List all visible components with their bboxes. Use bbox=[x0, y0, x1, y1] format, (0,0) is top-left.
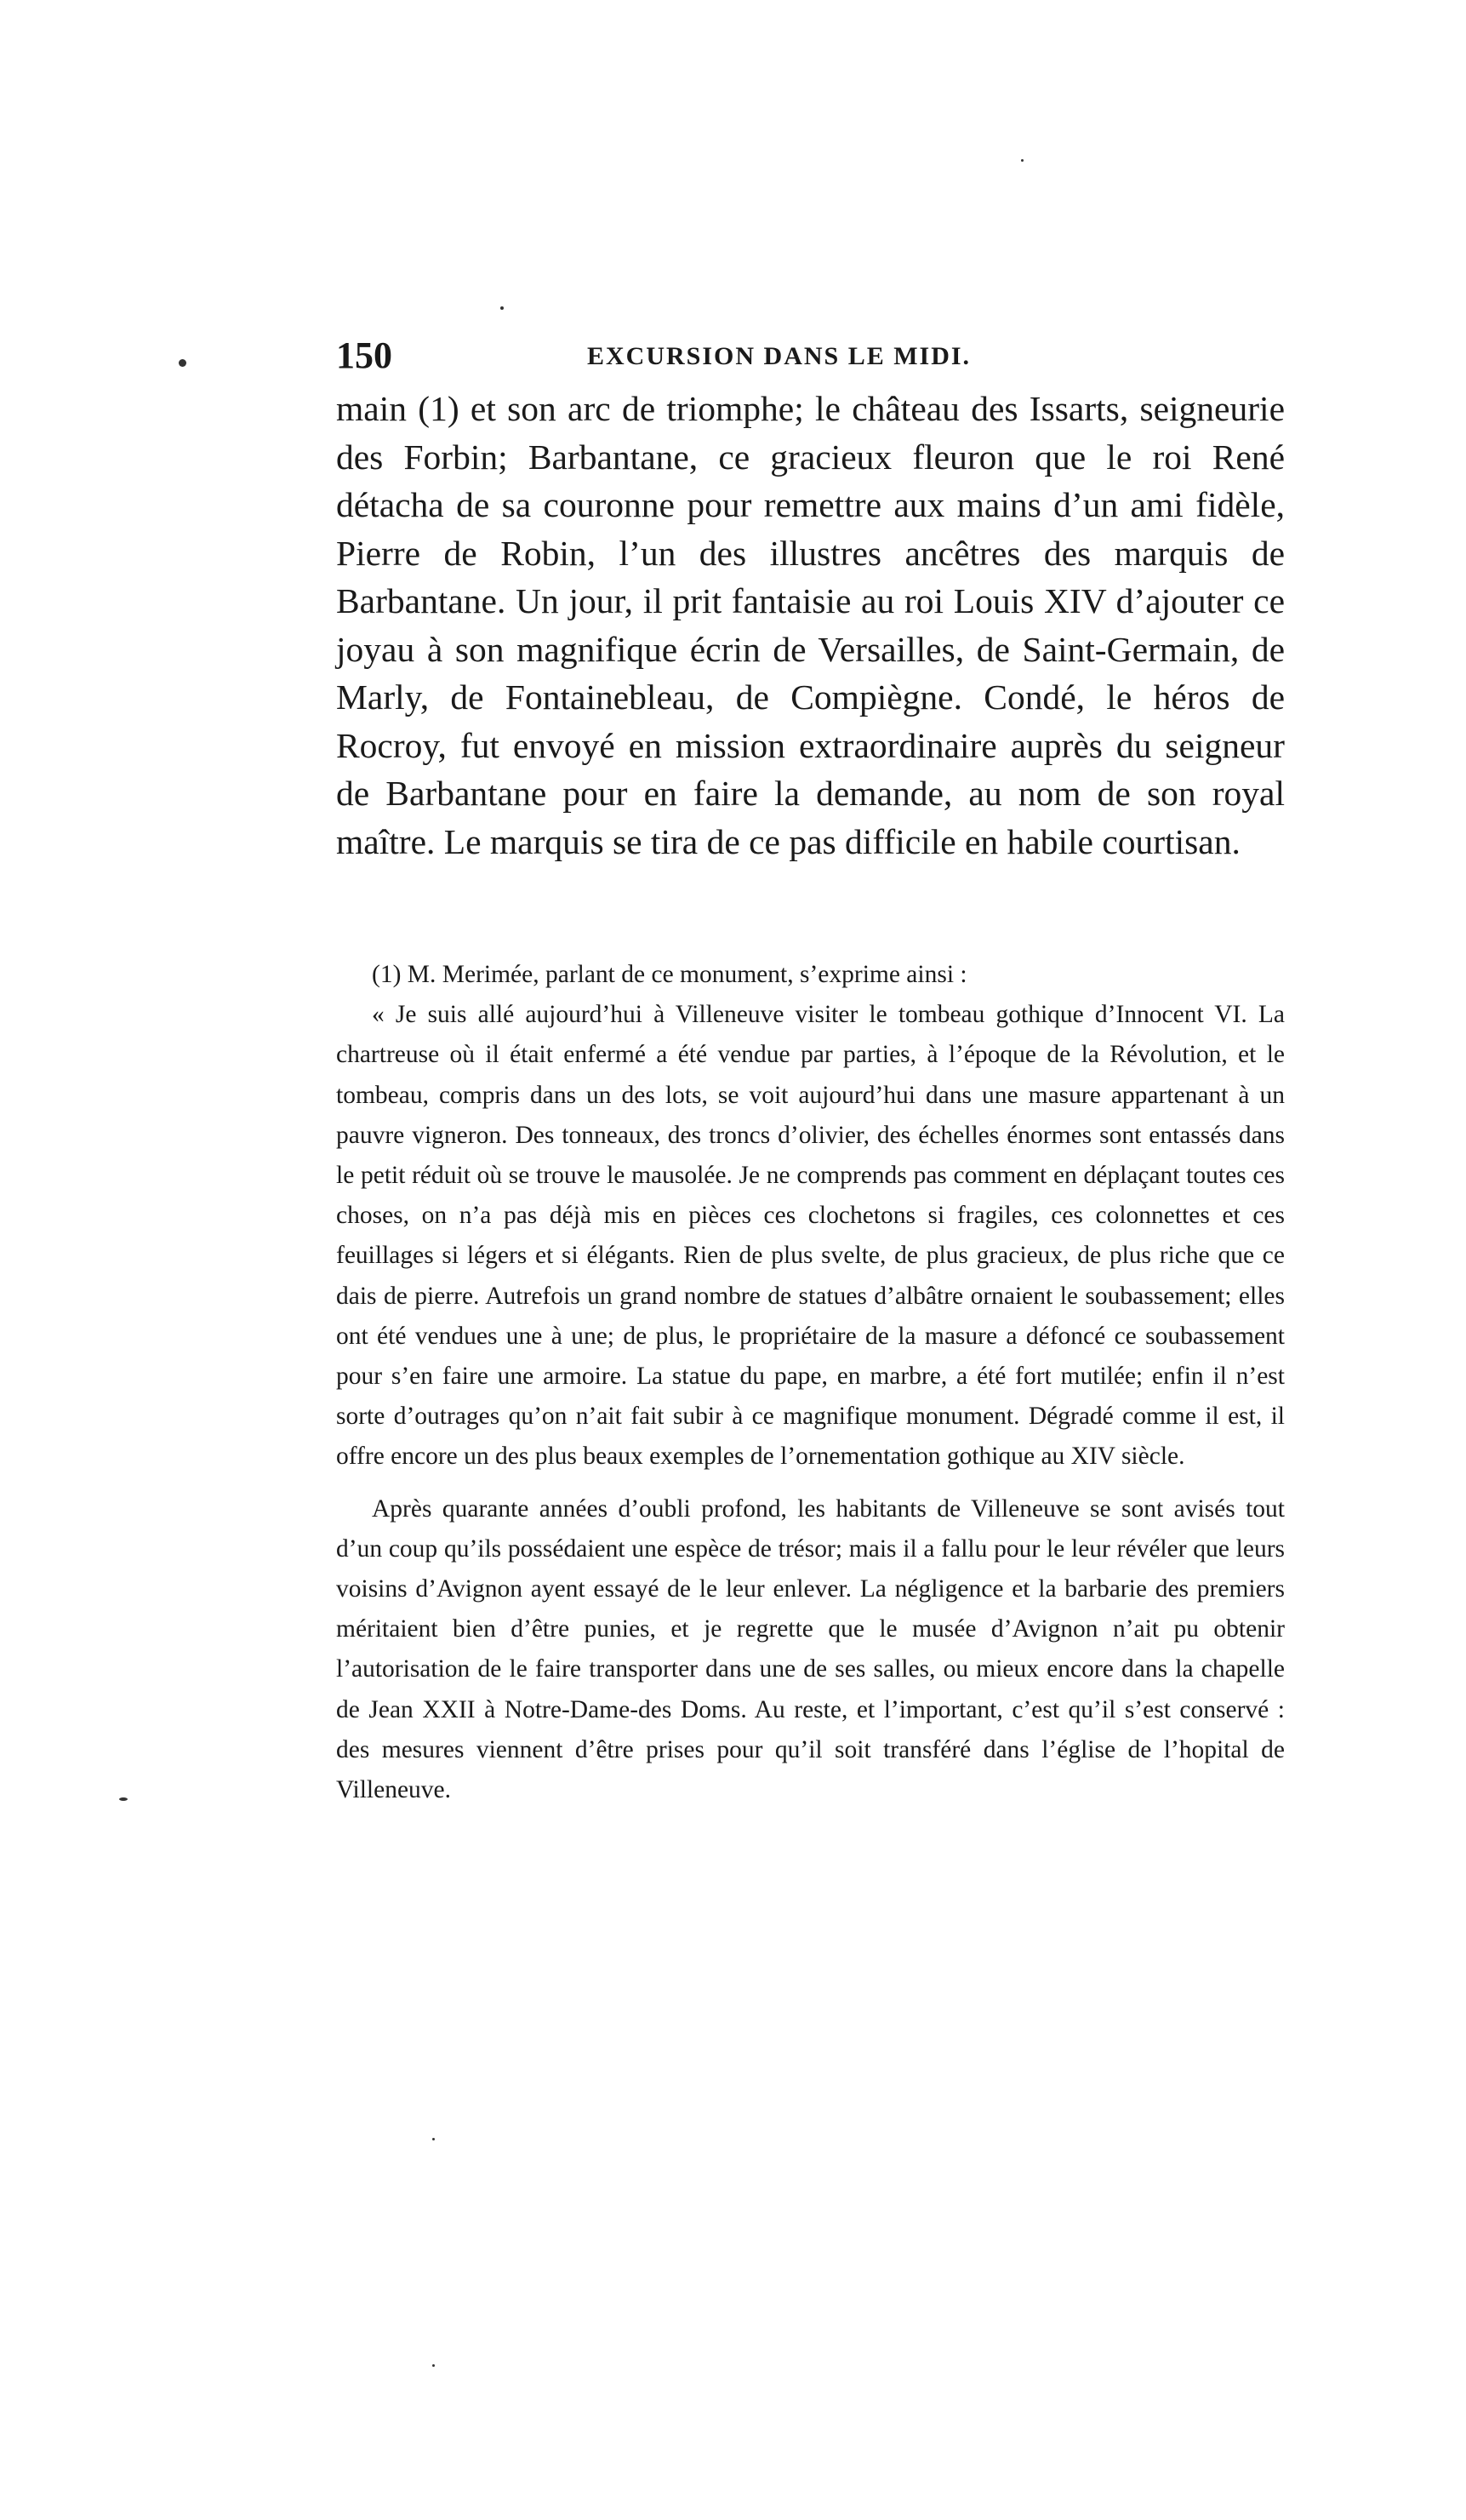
main-paragraph: main (1) et son arc de triomphe; le château des Issarts, seigneurie des Forbin; Barbantane, ce gracieux fleuron que le roi René détacha de sa couronne pour remettre aux mains d’un ami fidèle, Pierre de Robin, l’un des illustres ancêtres des marquis de Barbantane. Un jour, il prit fantaisie au roi Louis XIV d’ajouter ce joyau à son magnifique écrin de Versailles, de Saint-Germain, de Marly, de Fontainebleau, de Compiègne. Condé, le héros de Rocroy, fut envoyé en mission extraordinaire auprès du seigneur de Barbantane pour en faire la demande, au nom de son royal maître. Le marquis se tira de ce pas difficile en habile courtisan. bbox=[336, 389, 1285, 861]
footnote-intro: (1) M. Merimée, parlant de ce monument, s’exprime ainsi : bbox=[372, 961, 967, 988]
ink-speck bbox=[500, 306, 504, 310]
ink-speck bbox=[1021, 159, 1024, 162]
footnote-quote-paragraph-1: « Je suis allé aujourd’hui à Villeneuve visiter le tombeau gothique d’Innocent VI. La chartreuse où il était enfermé a été vendue par parties, à l’époque de la Révolution, et le tombeau, compris dans un des lots, se voit aujourd’hui dans une masure appartenant à un pauvre vigneron. Des tonneaux, des troncs d’olivier, des échelles énormes sont entassés dans le petit réduit où se trouve le mausolée. Je ne comprends pas comment en déplaçant toutes ces choses, on n’a pas déjà mis en pièces ces clochetons si fragiles, ces colonnettes et ces feuillages si légers et si élégants. Rien de plus svelte, de plus gracieux, de plus riche que ce dais de pierre. Autrefois un grand nombre de statues d’albâtre ornaient le soubassement; elles ont été vendues une à une; de plus, le propriétaire de la masure a défoncé ce soubassement pour s’en faire une armoire. La statue du pape, en marbre, a été fort mutilée; enfin il n’est sorte d’outrages qu’on n’ait fait subir à ce magnifique monument. Dégradé comme il est, il offre encore un des plus beaux exemples de l’ornementation gothique au XIV siècle. bbox=[336, 1001, 1285, 1471]
ink-speck bbox=[119, 1797, 128, 1801]
running-title: EXCURSION DANS LE MIDI. bbox=[587, 342, 972, 370]
footnote-quote-paragraph-2: Après quarante années d’oubli profond, les habitants de Villeneuve se sont avisés tout d’un coup qu’ils possédaient une espèce de trésor; mais il a fallu pour le leur révéler que leurs voisins d’Avignon ayent essayé de le leur enlever. La négligence et la barbarie des premiers méritaient bien d’être punies, et je regrette que le musée d’Avignon n’ait pu obtenir l’autorisation de le faire transporter dans une de ses salles, ou mieux encore dans la chapelle de Jean XXII à Notre-Dame-des Doms. Au reste, et l’important, c’est qu’il s’est conservé : des mesures viennent d’être prises pour qu’il soit transféré dans l’église de l’hopital de Villeneuve. bbox=[336, 1494, 1285, 1804]
ink-speck bbox=[432, 2364, 435, 2367]
ink-speck bbox=[179, 359, 186, 367]
footnote-block bbox=[336, 955, 1285, 1810]
ink-speck bbox=[432, 2138, 435, 2140]
main-text-block bbox=[336, 385, 1285, 866]
page-number: 150 bbox=[336, 334, 392, 376]
page-header bbox=[336, 334, 1285, 377]
